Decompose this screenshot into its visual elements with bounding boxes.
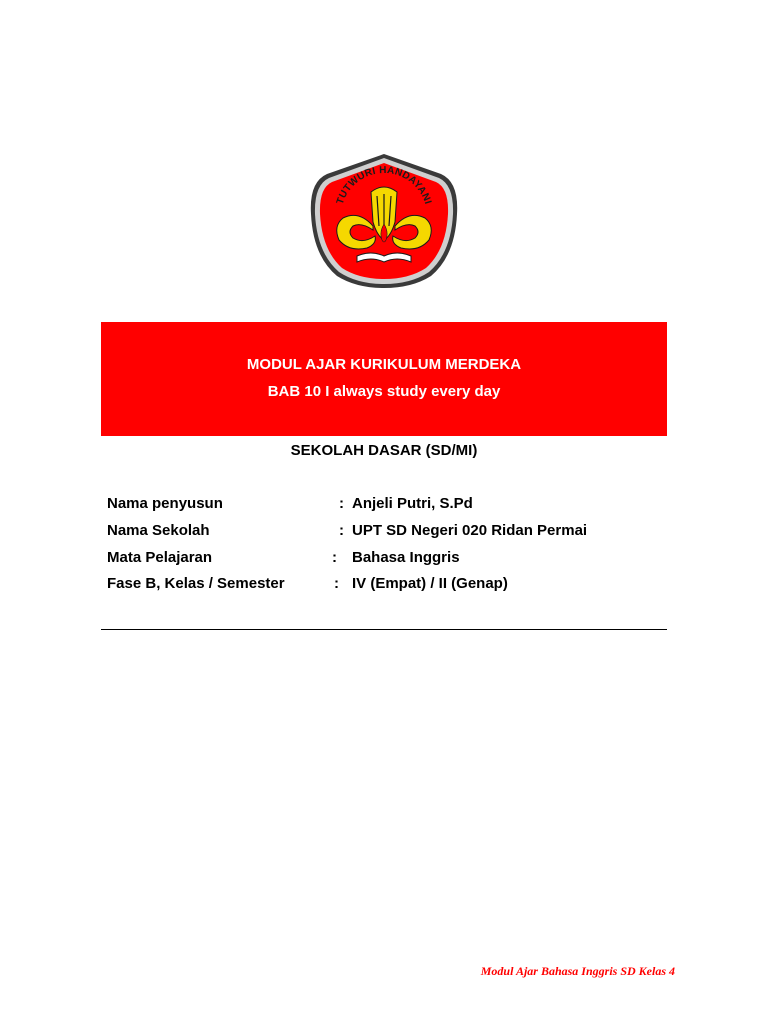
info-colon: :	[339, 522, 344, 539]
info-colon: :	[339, 495, 344, 512]
info-label: Fase B, Kelas / Semester	[107, 575, 285, 592]
divider-line	[101, 629, 667, 630]
info-colon: :	[334, 575, 339, 592]
tut-wuri-handayani-logo	[309, 152, 459, 290]
logo-motto: TUTWURI HANDAYANI	[334, 164, 434, 206]
info-value: Anjeli Putri, S.Pd	[352, 495, 473, 512]
page-footer: Modul Ajar Bahasa Inggris SD Kelas 4	[480, 964, 675, 978]
school-level: SEKOLAH DASAR (SD/MI)	[290, 442, 478, 459]
module-title: MODUL AJAR KURIKULUM MERDEKA	[246, 356, 522, 373]
title-banner	[101, 322, 667, 436]
chapter-title: BAB 10 I always study every day	[267, 383, 501, 400]
info-value: UPT SD Negeri 020 Ridan Permai	[352, 522, 588, 539]
info-label: Nama Sekolah	[107, 522, 210, 539]
info-colon: :	[332, 549, 337, 566]
info-value: IV (Empat) / II (Genap)	[352, 575, 508, 592]
info-label: Nama penyusun	[107, 495, 223, 512]
info-label: Mata Pelajaran	[107, 549, 213, 566]
info-value: Bahasa Inggris	[352, 549, 460, 566]
